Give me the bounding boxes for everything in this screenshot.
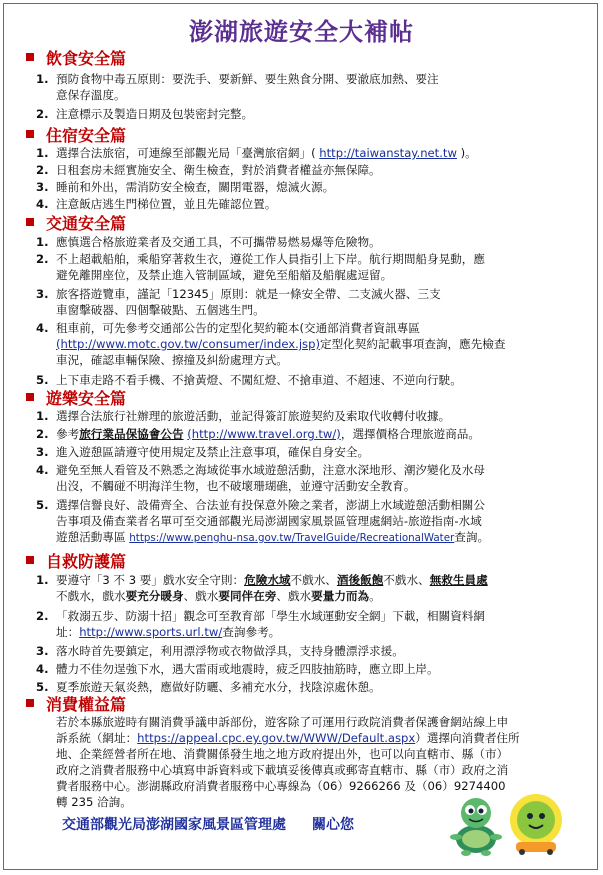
list-item: 2. 注意標示及製造日期及包裝密封完整。: [36, 107, 254, 121]
list-item: 3. 進入遊憩區請遵守使用規定及禁止注意事項，確保自身安全。: [36, 445, 370, 459]
list-item: 2. 日租套房未經實施安全、衛生檢查，對於消費者權益亦無保障。: [36, 163, 381, 177]
bullet-square-icon: [26, 556, 34, 564]
section-heading-recreation: 遊樂安全篇: [26, 387, 126, 407]
footer-signature: 交通部觀光局澎湖國家風景區管理處 關心您: [62, 817, 354, 833]
section-heading-transport: 交通安全篇: [26, 212, 126, 232]
section-heading-self-rescue: 自救防護篇: [26, 550, 126, 570]
motc-consumer-link[interactable]: (http://www.motc.gov.tw/consumer/index.jsp): [56, 337, 320, 351]
page-title: 澎湖旅遊安全大補帖: [189, 18, 414, 46]
list-item: 4. 租車前，可先參考交通部公告的定型化契約範本(交通部消費者資訊專區 (http://www.motc.gov.tw/consumer/index.jsp)定型化契約記載事項查詢，應先檢查 車況，確認車輛保險、擦撞及糾紛處理方式。: [36, 321, 506, 367]
list-item: 3. 落水時首先要鎮定，利用漂浮物或衣物做浮具，支持身體漂浮求援。: [36, 644, 404, 658]
bullet-square-icon: [26, 393, 34, 401]
bullet-square-icon: [26, 218, 34, 226]
list-item: 3. 旅客搭遊覽車，謹記「12345」原則：就是一條安全帶、二支滅火器、三支 車窗擊破器、四個擊破點、五個逃生門。: [36, 287, 441, 317]
list-item: 2. 參考旅行業品保協會公告 (http://www.travel.org.tw/)，選擇價格合理旅遊商品。: [36, 427, 480, 441]
sun-mascot-icon: [502, 790, 570, 856]
list-item: 4. 體力不佳勿逞強下水，遇大雷雨或地震時，疲乏四肢抽筋時，應立即上岸。: [36, 662, 439, 676]
list-item: 5. 選擇信譽良好、設備齊全、合法並有投保意外險之業者，澎湖上水域遊憩活動相關公 告事項及備查業者名單可至交通部觀光局澎湖國家風景區管理處網站-旅遊指南-水域 遊憩活動專區 https://www.penghu-nsa.gov.tw/TravelGuide/RecreationalWater查詢。: [36, 498, 490, 544]
section-heading-consumer: 消費權益篇: [26, 693, 126, 713]
list-item: 3. 睡前和外出，需消防安全檢查，關閉電器，熄滅火源。: [36, 180, 335, 194]
bullet-square-icon: [26, 53, 34, 61]
list-item: 1. 要遵守「3 不 3 要」戲水安全守則：危險水域不戲水、酒後飯飽不戲水、無救生員處 不戲水，戲水要充分暖身、戲水要同伴在旁、戲水要量力而為。: [36, 573, 488, 603]
list-item: 4. 注意飯店逃生門梯位置，並且先確認位置。: [36, 197, 277, 211]
bullet-square-icon: [26, 130, 34, 138]
list-item: 2. 不上超載船舶，乘船穿著救生衣，遵從工作人員指引上下岸。航行期間船身晃動，應 避免離開座位，及禁止進入管制區域，避免至船艏及船艉處逗留。: [36, 252, 485, 282]
consumer-paragraph: 若於本縣旅遊時有關消費爭議申訴部份，遊客除了可運用行政院消費者保護會網站線上申 訴系統（網址：https://appeal.cpc.ey.gov.tw/WWW/Default.aspx）選擇向消費者住所 地、企業經營者所在地、消費關係發生地之地方政府提出外，也可以向直轄市、縣（市） 政府之消費者服務中心填寫申訴資料或下載填妥後傳真或郵寄直轄市、縣（市）政府之消 費者服務中心。澎湖縣政府消費者服務中心專線為（06）9266266 及（06）9274400 轉 235 洽詢。: [56, 715, 520, 809]
list-item: 1. 應慎選合格旅遊業者及交通工具，不可攜帶易燃易爆等危險物。: [36, 235, 381, 249]
list-item: 5. 夏季旅遊天氣炎熱，應做好防曬、多補充水分，找陰涼處休憩。: [36, 680, 381, 694]
travel-org-link[interactable]: (http://www.travel.org.tw/): [187, 427, 341, 441]
penghu-nsa-water-link[interactable]: https://www.penghu-nsa.gov.tw/TravelGuide/RecreationalWater: [129, 532, 455, 544]
section-heading-food: 飲食安全篇: [26, 47, 126, 67]
list-item: 2. 「救溺五步、防溺十招」觀念可至教育部「學生水域運動安全網」下載，相關資料網 址：http://www.sports.url.tw/查詢參考。: [36, 609, 485, 639]
list-item: 1. 選擇合法旅宿，可連線至部觀光局「臺灣旅宿網」( http://taiwanstay.net.tw )。: [36, 146, 477, 160]
sea-turtle-mascot-icon: [448, 793, 504, 859]
list-item: 1. 選擇合法旅行社辦理的旅遊活動，並記得簽訂旅遊契約及索取代收轉付收據。: [36, 409, 451, 423]
section-heading-lodging: 住宿安全篇: [26, 124, 126, 144]
taiwanstay-link[interactable]: http://taiwanstay.net.tw: [319, 146, 457, 160]
bullet-square-icon: [26, 699, 34, 707]
appeal-cpc-link[interactable]: https://appeal.cpc.ey.gov.tw/WWW/Default.aspx: [137, 731, 416, 745]
list-item: 5. 上下車走路不看手機、不搶黃燈、不闖紅燈、不搶車道、不超速、不逆向行駛。: [36, 373, 462, 387]
sports-url-link[interactable]: http://www.sports.url.tw/: [79, 625, 223, 639]
list-item: 1. 預防食物中毒五原則：要洗手、要新鮮、要生熟食分開、要澈底加熱、要注 意保存溫度。: [36, 72, 439, 102]
list-item: 4. 避免至無人看管及不熟悉之海域從事水域遊憩活動，注意水深地形、潮汐變化及水母 出沒，不觸碰不明海洋生物，也不破壞珊瑚礁，並遵守活動安全教育。: [36, 463, 485, 493]
